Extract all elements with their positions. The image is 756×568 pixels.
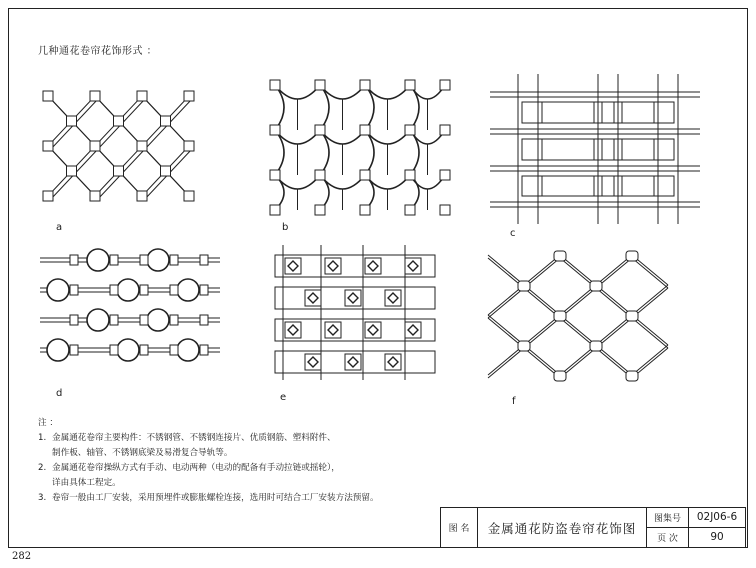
knot-square bbox=[405, 125, 415, 135]
clip-block bbox=[110, 255, 118, 265]
ring bbox=[117, 279, 139, 301]
panel-frame bbox=[542, 176, 614, 196]
mesh-wire bbox=[488, 288, 524, 318]
connector-plate bbox=[184, 91, 194, 101]
notes-section bbox=[38, 416, 379, 506]
note-number: 3. bbox=[38, 493, 47, 503]
figure-c-drawing bbox=[490, 74, 700, 224]
connector-plate bbox=[114, 116, 124, 126]
clip-block bbox=[70, 285, 78, 295]
ring bbox=[147, 309, 169, 331]
link-wire bbox=[169, 99, 193, 124]
oval-clip bbox=[626, 371, 638, 381]
connector-plate bbox=[184, 141, 194, 151]
panel-frame bbox=[622, 139, 674, 160]
clip-block bbox=[140, 345, 148, 355]
rosette bbox=[308, 293, 318, 303]
rosette bbox=[328, 261, 338, 271]
oval-clip bbox=[518, 341, 530, 351]
figure-b-label: b bbox=[282, 222, 289, 233]
title-block-meta bbox=[647, 508, 745, 547]
knot-square bbox=[270, 205, 280, 215]
oval-clip bbox=[590, 281, 602, 291]
clip-block bbox=[170, 255, 178, 265]
connector-plate bbox=[90, 141, 100, 151]
connector-plate bbox=[43, 141, 53, 151]
connector-plate bbox=[161, 166, 171, 176]
mesh-wire bbox=[632, 258, 668, 288]
rosette bbox=[388, 293, 398, 303]
figure-e-drawing bbox=[275, 245, 440, 380]
link-wire bbox=[98, 174, 122, 199]
book-page-number: 282 bbox=[12, 551, 32, 562]
link-wire bbox=[98, 124, 122, 149]
scallop-arc bbox=[275, 85, 284, 130]
scallop-arc bbox=[365, 130, 374, 175]
figure-a bbox=[40, 86, 210, 226]
figure-c bbox=[490, 74, 700, 224]
drawing-title: 金属通花防盗卷帘花饰图 bbox=[478, 508, 647, 547]
note-text-continued: 详由具体工程定。 bbox=[52, 478, 121, 488]
knot-square bbox=[270, 170, 280, 180]
oval-clip bbox=[554, 311, 566, 321]
knot-square bbox=[405, 80, 415, 90]
knot-square bbox=[315, 125, 325, 135]
link-wire bbox=[51, 174, 75, 199]
connector-plate bbox=[137, 91, 147, 101]
scallop-arc bbox=[320, 85, 329, 130]
rosette bbox=[288, 325, 298, 335]
connector-plate bbox=[43, 191, 53, 201]
figure-f bbox=[488, 245, 668, 380]
ring bbox=[177, 279, 199, 301]
link-wire bbox=[122, 149, 146, 174]
knot-square bbox=[440, 125, 450, 135]
connector-plate bbox=[43, 91, 53, 101]
panel-frame bbox=[602, 139, 654, 160]
figure-f-drawing bbox=[488, 245, 668, 380]
clip-block bbox=[200, 345, 208, 355]
rosette bbox=[388, 357, 398, 367]
title-block-name-label: 图 名 bbox=[441, 508, 478, 547]
oval-clip bbox=[590, 341, 602, 351]
figure-d-label: d bbox=[56, 388, 63, 399]
figure-c-label: c bbox=[510, 228, 516, 239]
panel-frame bbox=[622, 102, 674, 123]
ring bbox=[47, 339, 69, 361]
notes-title: 注 ： bbox=[38, 418, 58, 428]
knot-square bbox=[315, 80, 325, 90]
link-wire bbox=[51, 124, 75, 149]
scallop-arc bbox=[320, 130, 329, 175]
atlas-number-label: 图集号 bbox=[647, 508, 689, 528]
connector-plate bbox=[90, 91, 100, 101]
note-item bbox=[38, 431, 379, 446]
connector-plate bbox=[137, 141, 147, 151]
clip-block bbox=[110, 345, 118, 355]
figure-d bbox=[40, 240, 220, 380]
knot-square bbox=[440, 170, 450, 180]
clip-block bbox=[170, 315, 178, 325]
clip-block bbox=[200, 285, 208, 295]
clip-block bbox=[140, 285, 148, 295]
note-text: 卷帘一般由工厂安装，采用预埋件或膨胀螺栓连接，选用时可结合工厂安装方法预留。 bbox=[52, 493, 379, 503]
ring bbox=[117, 339, 139, 361]
connector-plate bbox=[184, 191, 194, 201]
oval-clip bbox=[518, 281, 530, 291]
panel-frame bbox=[602, 102, 654, 123]
mesh-wire bbox=[488, 315, 524, 345]
link-wire bbox=[145, 124, 169, 149]
note-text: 金属通花卷帘操纵方式有手动、电动两种（电动的配备有手动拉链或摇轮）， bbox=[52, 463, 340, 473]
ring bbox=[87, 309, 109, 331]
knot-square bbox=[440, 80, 450, 90]
panel-frame bbox=[522, 176, 594, 196]
panel-frame bbox=[602, 176, 654, 196]
link-wire bbox=[122, 99, 146, 124]
rosette bbox=[288, 261, 298, 271]
page-no-label: 页 次 bbox=[647, 528, 689, 548]
link-wire bbox=[75, 99, 99, 124]
figure-b bbox=[265, 70, 455, 220]
connector-plate bbox=[67, 116, 77, 126]
knot-square bbox=[440, 205, 450, 215]
connector-plate bbox=[90, 191, 100, 201]
mesh-wire bbox=[632, 345, 668, 375]
panel-frame bbox=[522, 139, 594, 160]
rosette bbox=[368, 325, 378, 335]
link-wire bbox=[145, 174, 169, 199]
knot-square bbox=[315, 205, 325, 215]
clip-block bbox=[200, 255, 208, 265]
note-item bbox=[38, 461, 379, 476]
clip-block bbox=[140, 255, 148, 265]
clip-block bbox=[110, 315, 118, 325]
ring bbox=[147, 249, 169, 271]
figure-e bbox=[275, 245, 440, 380]
panel-frame bbox=[622, 176, 674, 196]
connector-plate bbox=[67, 166, 77, 176]
note-number: 1. bbox=[38, 433, 47, 443]
figure-e-label: e bbox=[280, 392, 287, 403]
page-no-value: 90 bbox=[710, 531, 724, 544]
figure-d-drawing bbox=[40, 240, 220, 380]
link-wire bbox=[75, 149, 99, 174]
figure-f-label: f bbox=[512, 396, 516, 407]
mesh-wire bbox=[632, 285, 668, 315]
rosette bbox=[348, 293, 358, 303]
rosette bbox=[368, 261, 378, 271]
rosette bbox=[328, 325, 338, 335]
clip-block bbox=[200, 315, 208, 325]
oval-clip bbox=[554, 371, 566, 381]
clip-block bbox=[70, 255, 78, 265]
panel-frame bbox=[542, 102, 614, 123]
knot-square bbox=[270, 80, 280, 90]
scallop-arc bbox=[320, 175, 365, 189]
clip-block bbox=[170, 345, 178, 355]
clip-block bbox=[140, 315, 148, 325]
note-text: 金属通花卷帘主要构件：不锈钢管、不锈钢连接片、优质钢筋、塑料附件、 bbox=[52, 433, 336, 443]
mesh-wire bbox=[488, 348, 524, 378]
panel-frame bbox=[542, 139, 614, 160]
ring bbox=[87, 249, 109, 271]
clip-block bbox=[170, 285, 178, 295]
connector-plate bbox=[161, 116, 171, 126]
figure-a-drawing bbox=[40, 86, 210, 226]
scallop-arc bbox=[365, 85, 374, 130]
figure-a-label: a bbox=[56, 222, 63, 233]
scallop-arc bbox=[275, 175, 320, 189]
oval-clip bbox=[554, 251, 566, 261]
rosette bbox=[408, 325, 418, 335]
note-item bbox=[38, 491, 379, 506]
oval-clip bbox=[626, 251, 638, 261]
title-block bbox=[440, 507, 746, 548]
note-number: 2. bbox=[38, 463, 47, 473]
knot-square bbox=[360, 170, 370, 180]
ring bbox=[177, 339, 199, 361]
clip-block bbox=[70, 345, 78, 355]
oval-clip bbox=[626, 311, 638, 321]
rosette bbox=[408, 261, 418, 271]
mesh-wire bbox=[632, 318, 668, 348]
ring bbox=[47, 279, 69, 301]
rosette bbox=[348, 357, 358, 367]
knot-square bbox=[270, 125, 280, 135]
link-wire bbox=[169, 149, 193, 174]
knot-square bbox=[405, 170, 415, 180]
knot-square bbox=[405, 205, 415, 215]
clip-block bbox=[110, 285, 118, 295]
scallop-arc bbox=[410, 85, 419, 130]
figure-b-drawing bbox=[265, 70, 455, 220]
note-text-continued: 制作板、轴管、不锈钢底梁及易滑复合导轨等。 bbox=[52, 448, 233, 458]
page-heading: 几种通花卷帘花饰形式 ： bbox=[38, 46, 158, 57]
mesh-wire bbox=[488, 255, 524, 285]
scallop-arc bbox=[365, 175, 410, 189]
connector-plate bbox=[114, 166, 124, 176]
atlas-number-value: 02J06-6 bbox=[689, 508, 745, 528]
connector-plate bbox=[137, 191, 147, 201]
knot-square bbox=[360, 80, 370, 90]
panel-frame bbox=[522, 102, 594, 123]
clip-block bbox=[70, 315, 78, 325]
scallop-arc bbox=[275, 130, 284, 175]
scallop-arc bbox=[410, 130, 419, 175]
knot-square bbox=[360, 125, 370, 135]
knot-square bbox=[315, 170, 325, 180]
knot-square bbox=[360, 205, 370, 215]
rosette bbox=[308, 357, 318, 367]
